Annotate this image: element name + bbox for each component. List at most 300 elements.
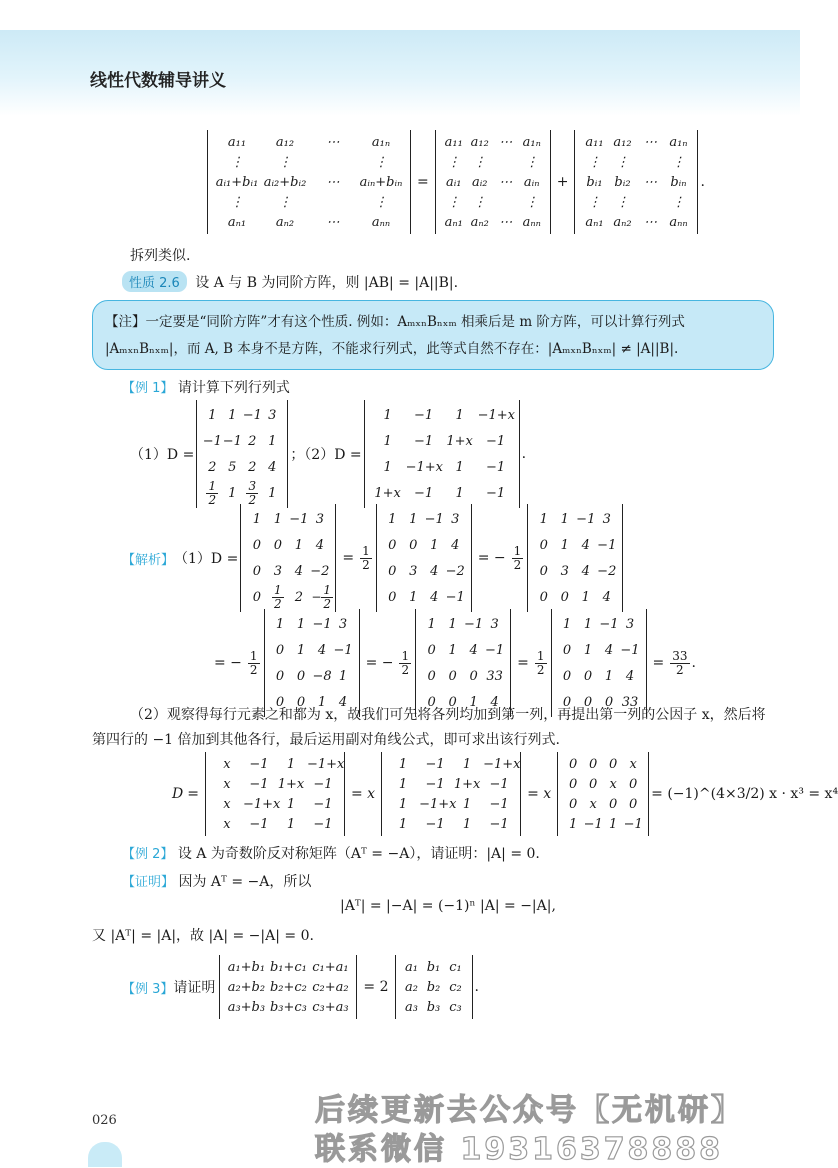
matrix-cell: 1 — [317, 694, 327, 710]
matrix-cell: −1 — [414, 485, 434, 501]
example-3-label: 【例 3】 — [122, 981, 174, 997]
matrix-cell: ⋮ — [447, 154, 461, 170]
matrix-cell: c₁ — [449, 959, 462, 975]
matrix-cell: 2 — [248, 459, 257, 475]
matrix-cell: 1 — [427, 616, 436, 632]
matrix-cell: −1 — [424, 511, 444, 527]
matrix-cell: 1 — [208, 407, 217, 423]
matrix-cell: 1 — [462, 816, 472, 832]
matrix-row — [441, 132, 545, 152]
matrix-cell: 0 — [629, 796, 638, 812]
matrix-row — [382, 558, 466, 584]
matrix-cell: x — [223, 776, 231, 792]
matrix-row — [211, 774, 339, 794]
example-2-label: 【例 2】 — [122, 847, 174, 862]
matrix-row — [441, 152, 545, 172]
matrix-row — [387, 814, 515, 834]
property-2-6 — [122, 271, 458, 292]
matrix-cell: 0 — [252, 563, 261, 579]
matrix-cell: 1 — [455, 459, 464, 475]
matrix-row — [211, 814, 339, 834]
matrix-cell: aₙ₂ — [470, 214, 489, 230]
matrix-cell: aᵢₙ+bᵢₙ — [359, 174, 403, 190]
matrix-cell: 0 — [252, 589, 261, 605]
matrix-cell: −1 — [289, 511, 309, 527]
matrix-cell: aₙₙ — [669, 214, 688, 230]
matrix-cell: 0 — [427, 694, 436, 710]
matrix-row — [563, 794, 643, 814]
matrix-cell: 1 — [581, 589, 590, 605]
matrix-cell: 1 — [268, 433, 277, 449]
det-step-1 — [240, 504, 336, 612]
matrix-cell: ⋮ — [374, 154, 388, 170]
matrix-cell: ⋮ — [374, 194, 388, 210]
matrix-cell: 1 — [388, 511, 397, 527]
matrix-cell: 1 — [609, 816, 618, 832]
matrix-cell: −2 — [445, 563, 465, 579]
matrix-cell: ⋯ — [643, 214, 657, 230]
matrix-cell: −1 — [599, 616, 619, 632]
matrix-cell: −1 — [489, 776, 509, 792]
matrix-cell: c₃ — [449, 999, 462, 1015]
matrix-row — [580, 192, 692, 212]
matrix-row — [563, 814, 643, 834]
matrix-row — [211, 754, 345, 774]
note-line-1: 【注】一定要是“同阶方阵”才有这个性质. 例如：AₘₓₙBₙₓₘ 相乘后是 m 阶方阵，可以计算行列式 — [105, 314, 685, 330]
matrix-cell: 1 — [398, 776, 408, 792]
matrix-cell: 1 — [430, 537, 439, 553]
matrix-cell: 5 — [228, 459, 237, 475]
matrix-cell: −1+x — [477, 407, 516, 423]
ex3-coef: = 2 — [363, 979, 389, 995]
matrix-cell: 33 — [486, 668, 503, 684]
matrix-cell: 0 — [273, 537, 282, 553]
det-step-4 — [264, 609, 360, 717]
matrix-row — [533, 558, 617, 584]
matrix-cell: b₂ — [426, 979, 441, 995]
matrix-cell: −1 — [489, 796, 509, 812]
matrix-cell: ⋮ — [473, 194, 487, 210]
matrix-row — [441, 212, 545, 232]
matrix-cell: 3 — [273, 563, 282, 579]
matrix-cell: 1 — [268, 485, 277, 501]
matrix-cell: −1 — [425, 776, 445, 792]
proof-label: 【证明】 — [122, 875, 175, 890]
matrix-cell: −1 — [486, 433, 506, 449]
matrix-cell: 1 — [383, 433, 392, 449]
matrix-cell: 1 — [383, 459, 392, 475]
matrix-cell: −1 — [445, 589, 465, 605]
matrix-cell: 0 — [296, 668, 306, 684]
matrix-cell: 1 — [273, 511, 282, 527]
matrix-cell: 0 — [569, 776, 578, 792]
matrix-cell: 0 — [252, 537, 261, 553]
matrix-cell: 0 — [609, 756, 618, 772]
matrix-cell: −1 — [464, 616, 484, 632]
property-text: 设 A 与 B 为同阶方阵，则 |AB| = |A||B|. — [195, 275, 459, 291]
matrix-cell: 1 2 — [274, 582, 282, 611]
det-step-5 — [415, 609, 511, 717]
matrix-cell: c₂ — [449, 979, 462, 995]
matrix-cell: 1 — [338, 668, 348, 684]
matrix-row — [370, 454, 514, 480]
matrix-row — [533, 506, 617, 532]
matrix-cell: 1 — [398, 796, 408, 812]
split-row-identity: a₁₁ a₁₂ ⋯ a₁ₙ ⋮ ⋮ ⋮ aᵢ₁+bᵢ₁ aᵢ₂+bᵢ₂ ⋯ aᵢₙ+bᵢₙ ⋮ ⋮ ⋮ aₙ₁ aₙ₂ ⋯ aₙₙ = a₁₁ a₁₂ ⋯ a₁ₙ ⋮ ⋮ ⋮ aᵢ₁ aᵢ₂ ⋯ aᵢₙ ⋮ ⋮ ⋮ aₙ₁ aₙ₂ ⋯ aₙₙ + a₁₁ a₁₂ ⋯ a₁ₙ ⋮ ⋮ ⋮ bᵢ₁ bᵢ₂ ⋯ bᵢₙ ⋮ ⋮ ⋮ aₙ₁ aₙ₂ ⋯ aₙₙ . — [205, 130, 705, 234]
matrix-cell: −1 — [242, 407, 262, 423]
matrix-cell: 4 — [317, 642, 327, 658]
matrix-cell: a₁₂ — [275, 134, 295, 150]
matrix-cell: −1 — [313, 796, 333, 812]
matrix-row — [557, 611, 641, 637]
matrix-cell: 0 — [409, 537, 418, 553]
matrix-cell: 0 — [469, 668, 478, 684]
matrix-cell: 4 — [430, 589, 439, 605]
matrix-cell: 1 — [286, 756, 296, 772]
matrix-row — [421, 663, 505, 689]
page-header — [0, 30, 800, 118]
matrix-cell: 1 — [294, 537, 303, 553]
matrix-cell: a₁₂ — [613, 134, 632, 150]
matrix-cell: 3 — [490, 616, 499, 632]
matrix-cell: a₁₁ — [444, 134, 463, 150]
matrix-cell: ⋮ — [671, 154, 685, 170]
matrix-cell: 0 — [427, 668, 436, 684]
matrix-cell: 4 — [430, 563, 439, 579]
matrix-cell: 4 — [602, 589, 611, 605]
matrix-cell: x — [223, 796, 231, 812]
matrix-cell: aₙ₂ — [275, 214, 295, 230]
solution-label: 【解析】 — [122, 552, 175, 568]
matrix-cell: a₂+b₂ — [227, 979, 266, 995]
matrix-cell: 1 — [252, 511, 261, 527]
matrix-cell: a₁ₙ — [522, 134, 541, 150]
solution-line-1: 【解析】 （1）D = 1 1 −1 3 0 0 1 4 0 3 4 −2 0 1 2 2 − 1 2 = $\frac{1}{2}$ 1 1 −1 3 0 0 1 4 0 3 4 −2 0 1 4 −1 = − $\frac{1}{2}$ 1 1 −1 3 0 1 4 −1 0 3 4 −2 0 0 1 4 — [122, 504, 625, 612]
matrix-cell: ⋯ — [499, 174, 513, 190]
matrix-cell: −1 — [312, 616, 332, 632]
matrix-cell: aₙ₁ — [227, 214, 247, 230]
part2-result: = (−1)^(4×3/2) x · x³ = x⁴ — [651, 786, 838, 802]
matrix-row — [213, 212, 405, 232]
matrix-row — [441, 192, 545, 212]
matrix-row — [213, 152, 405, 172]
matrix-cell: a₁+b₁ — [227, 959, 266, 975]
matrix-cell: 4 — [581, 537, 590, 553]
matrix-cell: 1 — [569, 816, 578, 832]
matrix-cell: ⋮ — [473, 154, 487, 170]
matrix-cell: 3 — [451, 511, 460, 527]
matrix-cell: 4 — [625, 668, 635, 684]
matrix-row — [202, 428, 282, 454]
det-step-6 — [551, 609, 647, 717]
matrix-cell: bᵢ₂ — [614, 174, 631, 190]
matrix-cell: 4 — [315, 537, 324, 553]
matrix-cell: c₃+a₃ — [312, 999, 349, 1015]
matrix-cell: 3 — [268, 407, 277, 423]
matrix-cell: 4 — [294, 563, 303, 579]
matrix-row — [441, 172, 545, 192]
matrix-cell: ⋯ — [326, 174, 340, 190]
solution-part2-line-1: （2）观察得每行元素之和都为 x，故我们可先将各列均加到第一列，再提出第一列的公因子 x，然后将 — [130, 707, 766, 723]
matrix-cell: ⋮ — [615, 194, 629, 210]
matrix-cell: b₁+c₁ — [269, 959, 307, 975]
proof-heading — [122, 871, 311, 891]
matrix-row — [213, 132, 405, 152]
det-step-3 — [527, 504, 623, 612]
matrix-cell: −1 — [620, 642, 640, 658]
matrix-row — [370, 480, 514, 506]
matrix-cell: 3 — [560, 563, 569, 579]
det-split-sum — [207, 130, 411, 234]
matrix-cell: 1 — [296, 642, 306, 658]
matrix-cell: 1 — [539, 511, 548, 527]
example-3-row: 【例 3】 请证明 a₁+b₁ b₁+c₁ c₁+a₁ a₂+b₂ b₂+c₂ c₂+a₂ a₃+b₃ b₃+c₃ c₃+a₃ = 2 a₁ b₁ c₁ a₂ b₂ c₂ a₃ b₃ c₃ . — [122, 955, 479, 1019]
matrix-row — [401, 977, 467, 997]
matrix-row — [387, 794, 515, 814]
matrix-cell: 0 — [448, 668, 457, 684]
matrix-cell: −1 — [486, 459, 506, 475]
matrix-row — [202, 480, 282, 506]
matrix-cell: −1 — [249, 776, 269, 792]
example-2-text: 设 A 为奇数阶反对称矩阵（Aᵀ = −A），请证明：|A| = 0. — [177, 846, 540, 862]
matrix-cell: 0 — [388, 589, 397, 605]
matrix-row — [382, 506, 466, 532]
matrix-cell: ⋮ — [278, 154, 292, 170]
matrix-cell: 0 — [583, 668, 593, 684]
matrix-row — [246, 584, 330, 610]
matrix-row — [563, 774, 643, 794]
page-number: 026 — [92, 1113, 117, 1128]
example-1-prompt: 请计算下列行列式 — [177, 380, 290, 396]
matrix-cell: 1 — [398, 816, 408, 832]
matrix-cell: ⋮ — [525, 194, 539, 210]
matrix-cell: x — [629, 756, 637, 772]
matrix-cell: 1 — [583, 616, 593, 632]
matrix-cell: 0 — [427, 642, 436, 658]
matrix-cell: 4 — [469, 642, 478, 658]
matrix-cell: 1 — [469, 694, 478, 710]
matrix-cell: 0 — [589, 776, 598, 792]
matrix-row — [580, 172, 692, 192]
example-1-label: 【例 1】 — [122, 381, 174, 396]
matrix-cell: 4 — [490, 694, 499, 710]
matrix-cell: ⋮ — [447, 194, 461, 210]
matrix-row — [370, 428, 514, 454]
matrix-cell: 0 — [275, 642, 285, 658]
matrix-cell: 0 — [296, 694, 306, 710]
matrix-cell: ⋯ — [643, 134, 657, 150]
matrix-cell: 4 — [604, 642, 614, 658]
matrix-cell: 1 — [228, 485, 237, 501]
det-D2 — [364, 400, 520, 508]
matrix-cell: ⋮ — [525, 154, 539, 170]
matrix-row — [557, 663, 641, 689]
matrix-cell: ⋯ — [326, 134, 340, 150]
matrix-cell: 1 — [409, 589, 418, 605]
matrix-cell: 1 — [383, 407, 392, 423]
matrix-cell: 1 — [562, 616, 572, 632]
matrix-cell: 0 — [569, 756, 578, 772]
matrix-row — [202, 402, 282, 428]
matrix-cell: bᵢₙ — [670, 174, 687, 190]
matrix-cell: −1 — [313, 816, 333, 832]
matrix-cell: 0 — [609, 796, 618, 812]
solution-part2-line-2: 第四行的 −1 倍加到其他各行，最后运用副对角线公式，即可求出该行列式. — [92, 732, 560, 748]
matrix-cell: a₁ — [405, 959, 418, 975]
matrix-cell: 0 — [589, 756, 598, 772]
matrix-cell: ⋮ — [278, 194, 292, 210]
result-33-2: $\frac{33}{2}$ — [672, 648, 688, 677]
matrix-cell: a₁₁ — [227, 134, 247, 150]
matrix-cell: 0 — [583, 694, 593, 710]
matrix-cell: a₁ₙ — [371, 134, 391, 150]
matrix-row — [563, 754, 643, 774]
matrix-row — [225, 977, 351, 997]
matrix-cell: −1 — [249, 816, 269, 832]
matrix-row — [421, 611, 505, 637]
matrix-row — [401, 957, 467, 977]
property-tag: 性质 2.6 — [122, 271, 187, 292]
matrix-cell: aₙ₁ — [585, 214, 604, 230]
matrix-cell: 0 — [275, 694, 285, 710]
matrix-cell: 1+x — [446, 433, 473, 449]
matrix-cell: 0 — [539, 537, 548, 553]
matrix-cell: − 1 2 — [311, 582, 332, 611]
solution-line-2: = − $\frac{1}{2}$ 1 1 −1 3 0 1 4 −1 0 0 −8 1 0 0 1 4 = − $\frac{1}{2}$ 1 1 −1 3 0 1 4 −1 0 0 0 33 0 0 1 4 = $\frac{1}{2}$ 1 1 −1 3 0 1 4 −1 0 0 1 4 0 0 0 33 = $\frac{33}{2}$ . — [210, 609, 696, 717]
matrix-cell: −1 — [249, 756, 269, 772]
matrix-cell: 1 — [275, 616, 285, 632]
matrix-cell: −1+x — [483, 756, 521, 772]
matrix-cell: ⋯ — [499, 214, 513, 230]
note-box — [92, 300, 774, 370]
proof-text: 因为 Aᵀ = −A，所以 — [178, 874, 312, 890]
matrix-cell: −2 — [597, 563, 617, 579]
matrix-row — [225, 997, 351, 1017]
proof-conclusion: 又 |Aᵀ| = |A|，故 |A| = −|A| = 0. — [92, 928, 314, 944]
matrix-cell: aᵢ₂+bᵢ₂ — [263, 174, 307, 190]
matrix-cell: 4 — [338, 694, 348, 710]
matrix-cell: −1 — [485, 642, 505, 658]
det-ex3-rhs — [395, 955, 473, 1019]
matrix-cell: −1+x — [419, 796, 457, 812]
matrix-cell: 2 — [208, 459, 217, 475]
matrix-row — [211, 794, 339, 814]
matrix-cell: 4 — [581, 563, 590, 579]
matrix-cell: 3 — [338, 616, 348, 632]
matrix-cell: −1 — [414, 407, 434, 423]
matrix-cell: 0 — [388, 537, 397, 553]
det-col-sum — [205, 752, 345, 836]
matrix-cell: a₁₁ — [585, 134, 604, 150]
matrix-cell: ⋯ — [499, 134, 513, 150]
matrix-row — [387, 774, 515, 794]
matrix-cell: aᵢₙ — [523, 174, 540, 190]
matrix-cell: 3 2 — [248, 478, 257, 507]
matrix-row — [270, 637, 354, 663]
matrix-cell: 1 — [583, 642, 593, 658]
matrix-cell: ⋮ — [230, 154, 244, 170]
matrix-cell: aₙₙ — [371, 214, 391, 230]
matrix-cell: aₙ₂ — [613, 214, 632, 230]
matrix-cell: −1 — [222, 433, 242, 449]
matrix-cell: −1 — [333, 642, 353, 658]
matrix-cell: 0 — [560, 589, 569, 605]
matrix-row — [533, 584, 617, 610]
matrix-cell: x — [609, 776, 617, 792]
det-step-2 — [376, 504, 472, 612]
matrix-cell: −1 — [414, 433, 434, 449]
coef-neg-half: $\frac{1}{2}$ — [513, 543, 522, 572]
matrix-cell: aᵢ₂ — [471, 174, 488, 190]
matrix-cell: −2 — [310, 563, 330, 579]
matrix-cell: 1 — [286, 816, 296, 832]
matrix-cell: ⋮ — [587, 194, 601, 210]
matrix-cell: x — [589, 796, 597, 812]
matrix-cell: 0 — [569, 796, 578, 812]
matrix-row — [382, 584, 466, 610]
matrix-row — [421, 637, 505, 663]
header-title: 线性代数辅导讲义 — [90, 71, 226, 91]
matrix-row — [533, 532, 617, 558]
matrix-row — [270, 611, 354, 637]
matrix-cell: 0 — [448, 694, 457, 710]
matrix-cell: −1 — [489, 816, 509, 832]
matrix-cell: −1 — [313, 776, 333, 792]
matrix-row — [246, 532, 330, 558]
matrix-cell: a₁₂ — [470, 134, 489, 150]
matrix-cell: x — [223, 756, 231, 772]
matrix-cell: 0 — [629, 776, 638, 792]
matrix-cell: 1 2 — [208, 478, 217, 507]
matrix-row — [382, 532, 466, 558]
matrix-cell: 1+x — [374, 485, 401, 501]
matrix-row — [401, 997, 467, 1017]
matrix-cell: 0 — [275, 668, 285, 684]
matrix-cell: 1 — [448, 616, 457, 632]
matrix-cell: 0 — [562, 694, 572, 710]
matrix-cell: a₃ — [405, 999, 418, 1015]
matrix-row — [370, 402, 514, 428]
note-line-2: |AₘₓₙBₙₓₘ|，而 A, B 本身不是方阵，不能求行列式，此等式自然不存在：|AₘₓₙBₙₓₘ| ≠ |A||B|. — [105, 341, 679, 357]
matrix-cell: bᵢ₁ — [586, 174, 603, 190]
matrix-row — [557, 637, 641, 663]
matrix-cell: ⋮ — [615, 154, 629, 170]
matrix-cell: aᵢ₁+bᵢ₁ — [215, 174, 259, 190]
matrix-cell: 3 — [409, 563, 418, 579]
matrix-cell: aₙ₁ — [444, 214, 463, 230]
example-2-heading — [122, 843, 540, 863]
matrix-cell: 1 — [455, 485, 464, 501]
matrix-cell: aₙₙ — [522, 214, 541, 230]
matrix-cell: −1 — [576, 511, 596, 527]
matrix-cell: −1 — [597, 537, 617, 553]
matrix-cell: 0 — [539, 563, 548, 579]
matrix-cell: 0 — [562, 668, 572, 684]
matrix-cell: 1 — [560, 511, 569, 527]
matrix-cell: 1 — [462, 796, 472, 812]
matrix-row — [580, 132, 692, 152]
matrix-cell: 0 — [604, 694, 614, 710]
matrix-row — [246, 558, 330, 584]
matrix-cell: 1 — [455, 407, 464, 423]
det-D1 — [196, 400, 288, 508]
matrix-row — [580, 212, 692, 232]
matrix-cell: x — [223, 816, 231, 832]
matrix-cell: b₃+c₃ — [269, 999, 307, 1015]
det-factored — [381, 752, 521, 836]
example-1-heading — [122, 377, 290, 397]
matrix-row — [213, 192, 405, 212]
